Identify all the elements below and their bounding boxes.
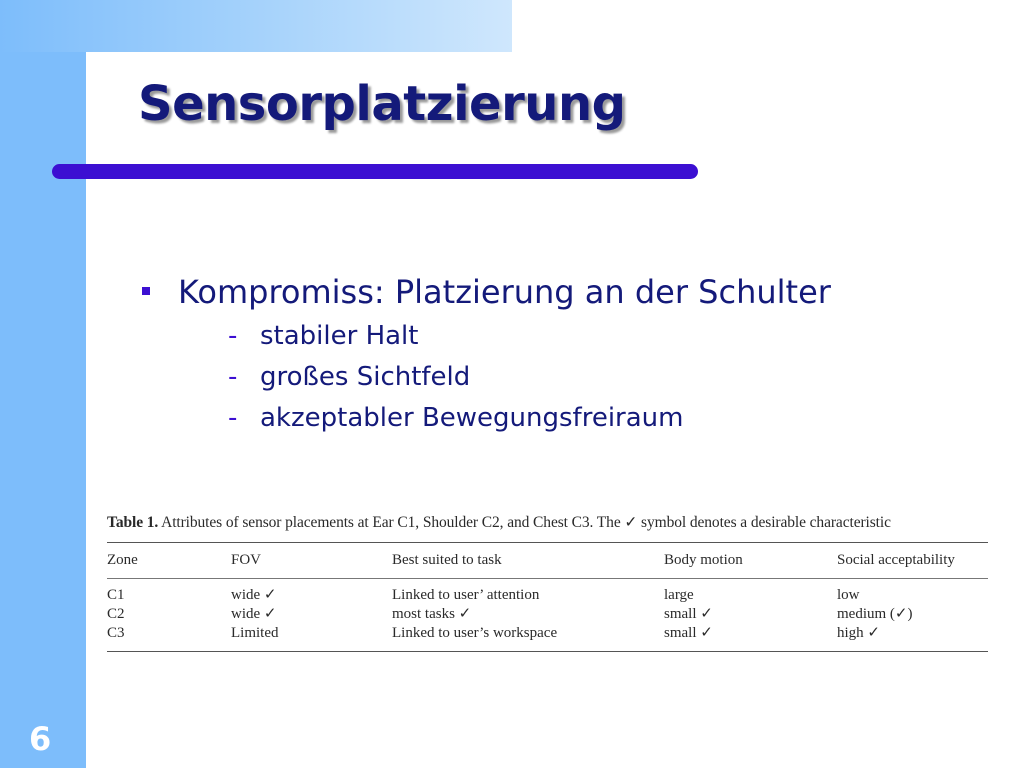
dash-bullet-icon: -: [228, 321, 238, 351]
table-cell: small ✓: [664, 606, 713, 622]
table-cell: C1: [107, 587, 125, 603]
table-header-cell: Best suited to task: [392, 552, 502, 568]
table-header-cell: Social acceptability: [837, 552, 955, 568]
dash-bullet-icon: -: [228, 362, 238, 392]
table-cell: C3: [107, 625, 125, 641]
table-cell: wide ✓: [231, 606, 277, 622]
sub-bullet-list: [178, 314, 831, 439]
table-row: [107, 586, 988, 605]
sensor-placement-table: [107, 512, 988, 652]
table-cell: low: [837, 587, 860, 603]
table-row: [107, 624, 988, 643]
dash-bullet-icon: -: [228, 403, 238, 433]
sub-bullet-item: [178, 398, 831, 439]
bullet-main-text: Kompromiss: Platzierung an der Schulter: [178, 273, 831, 311]
table-cell: large: [664, 587, 694, 603]
bullet-item-main: [140, 270, 831, 439]
top-gradient-band: [0, 0, 512, 52]
table-caption-label: Table 1.: [107, 514, 159, 531]
sub-bullet-text: stabiler Halt: [260, 321, 419, 351]
table-header-cell: Body motion: [664, 552, 743, 568]
table-cell: C2: [107, 606, 125, 622]
title-underline: [52, 164, 698, 179]
bullet-list: [140, 270, 831, 439]
sub-bullet-text: großes Sichtfeld: [260, 362, 471, 392]
left-decorative-band: [0, 0, 86, 768]
table-cell: Linked to user’s workspace: [392, 625, 558, 641]
table-cell: small ✓: [664, 625, 713, 641]
sub-bullet-item: [178, 357, 831, 398]
sub-bullet-item: [178, 316, 831, 357]
table-cell: Limited: [231, 625, 279, 641]
page-number: 6: [29, 720, 52, 758]
table-cell: high ✓: [837, 625, 880, 641]
table-cell: Linked to user’ attention: [392, 587, 540, 603]
table-caption-text: Attributes of sensor placements at Ear C1, Shoulder C2, and Chest C3. The ✓ symbol denotes a desirable characteristic: [161, 514, 891, 531]
slide-title: Sensorplatzierung: [138, 76, 626, 132]
table-header-cell: FOV: [231, 552, 262, 568]
table-header-cell: Zone: [107, 552, 138, 568]
table-header-row: [107, 543, 988, 578]
sub-bullet-text: akzeptabler Bewegungsfreiraum: [260, 403, 684, 433]
table-cell: most tasks ✓: [392, 606, 472, 622]
table-caption: [107, 512, 988, 534]
table-cell: medium (✓): [837, 606, 913, 622]
table-body: [107, 579, 988, 651]
table-bottom-rule: [107, 651, 988, 652]
square-bullet-icon: [142, 287, 150, 295]
table-cell: wide ✓: [231, 587, 277, 603]
table-row: [107, 605, 988, 624]
